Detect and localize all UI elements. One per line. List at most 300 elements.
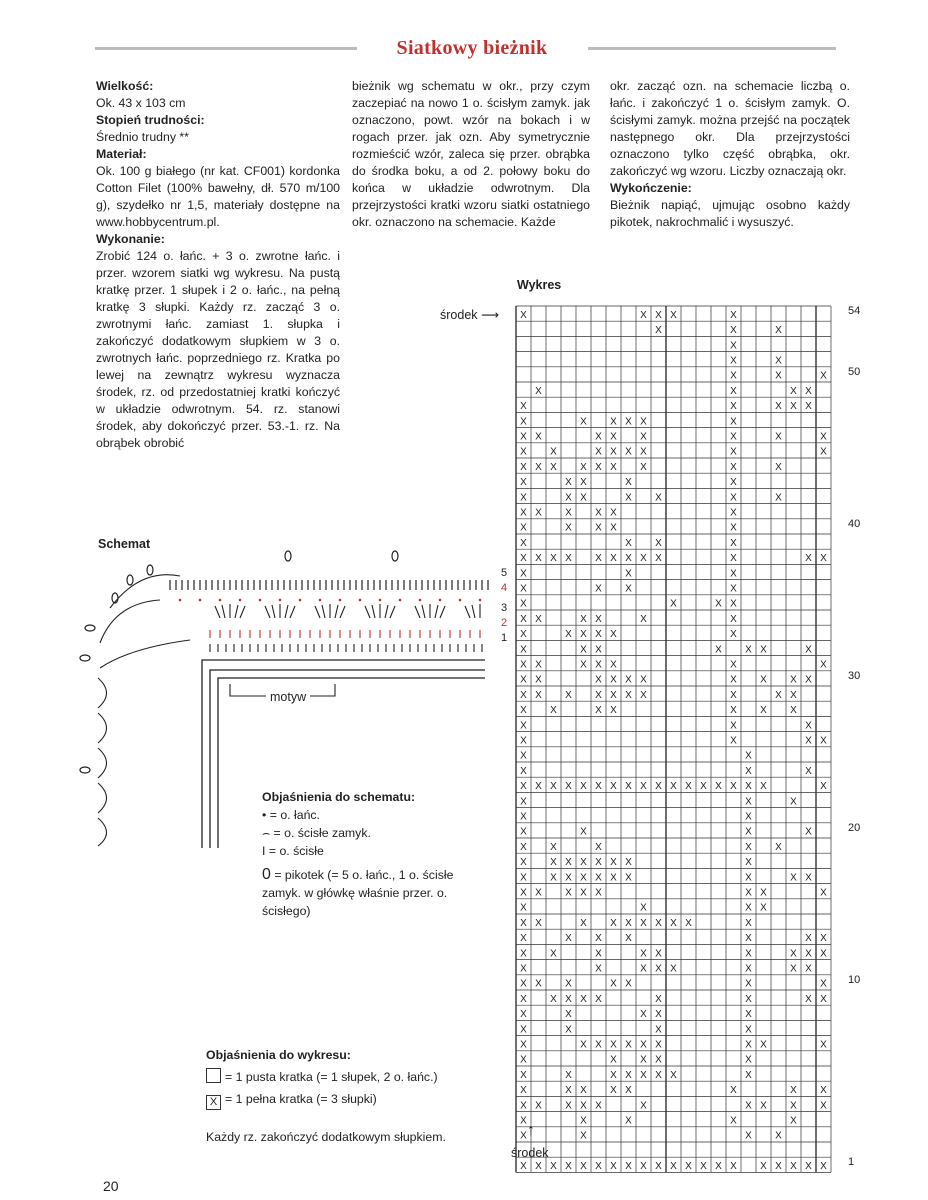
filled-cell: X bbox=[715, 1161, 722, 1173]
filled-cell: X bbox=[535, 553, 542, 565]
filled-cell: X bbox=[730, 598, 737, 610]
filled-cell: X bbox=[565, 553, 572, 565]
filled-cell: X bbox=[520, 1161, 527, 1173]
filled-cell: X bbox=[820, 978, 827, 990]
difficulty-label: Stopień trudności: bbox=[96, 113, 205, 127]
filled-cell: X bbox=[520, 416, 527, 428]
filled-cell: X bbox=[745, 750, 752, 762]
filled-cell: X bbox=[520, 1009, 527, 1021]
filled-cell: X bbox=[790, 872, 797, 884]
picot-icon bbox=[127, 575, 133, 585]
filled-cell: X bbox=[535, 917, 542, 929]
filled-cell: X bbox=[520, 629, 527, 641]
filled-cell: X bbox=[520, 689, 527, 701]
filled-cell: X bbox=[610, 629, 617, 641]
filled-cell: X bbox=[595, 841, 602, 853]
filled-cell: X bbox=[820, 1161, 827, 1173]
filled-cell: X bbox=[520, 750, 527, 762]
chart-row-label: 50 bbox=[848, 365, 861, 378]
filled-cell: X bbox=[610, 917, 617, 929]
finishing-label: Wykończenie: bbox=[610, 181, 692, 195]
filled-cell: X bbox=[655, 1161, 662, 1173]
filled-cell: X bbox=[520, 674, 527, 686]
filled-cell: X bbox=[610, 416, 617, 428]
filled-cell: X bbox=[565, 1069, 572, 1081]
filled-cell: X bbox=[730, 340, 737, 352]
filled-cell: X bbox=[520, 1085, 527, 1097]
filled-cell: X bbox=[805, 826, 812, 838]
filled-cell: X bbox=[520, 431, 527, 443]
schemat-row-2: 2 bbox=[501, 617, 508, 629]
filled-cell: X bbox=[730, 431, 737, 443]
filled-cell: X bbox=[820, 1039, 827, 1051]
filled-cell: X bbox=[595, 963, 602, 975]
filled-cell: X bbox=[790, 689, 797, 701]
filled-cell: X bbox=[520, 705, 527, 717]
filled-cell: X bbox=[805, 1161, 812, 1173]
filled-cell: X bbox=[730, 461, 737, 473]
filled-cell: X bbox=[625, 583, 632, 595]
filled-cell: X bbox=[520, 309, 527, 321]
filled-cell: X bbox=[580, 887, 587, 899]
legend-empty-text: = 1 pusta kratka (= 1 słupek, 2 o. łańc.) bbox=[225, 1070, 438, 1084]
filled-cell: X bbox=[520, 1024, 527, 1036]
chart-row-label: 10 bbox=[848, 973, 861, 986]
filled-cell: X bbox=[565, 857, 572, 869]
title-rule-right bbox=[588, 47, 836, 50]
filled-cell: X bbox=[520, 1115, 527, 1127]
schemat-row-4: 4 bbox=[501, 582, 508, 594]
filled-cell: X bbox=[820, 1100, 827, 1112]
filled-cell: X bbox=[730, 537, 737, 549]
filled-cell: X bbox=[520, 659, 527, 671]
filled-cell: X bbox=[805, 993, 812, 1005]
filled-cell: X bbox=[520, 872, 527, 884]
filled-cell: X bbox=[745, 1024, 752, 1036]
filled-cell: X bbox=[805, 765, 812, 777]
filled-cell: X bbox=[565, 993, 572, 1005]
legend-chain-text: = o. łańc. bbox=[269, 808, 320, 822]
filled-cell: X bbox=[565, 629, 572, 641]
filled-cell: X bbox=[535, 659, 542, 671]
filled-cell: X bbox=[730, 401, 737, 413]
filled-cell: X bbox=[640, 1009, 647, 1021]
chain-icon: • bbox=[262, 808, 267, 822]
filled-cell: X bbox=[640, 902, 647, 914]
filled-cell: X bbox=[610, 431, 617, 443]
filled-cell: X bbox=[520, 841, 527, 853]
filled-cell: X bbox=[595, 781, 602, 793]
filled-cell: X bbox=[520, 553, 527, 565]
filled-cell: X bbox=[655, 1039, 662, 1051]
filled-cell: X bbox=[520, 446, 527, 458]
filled-cell: X bbox=[640, 1100, 647, 1112]
filled-cell: X bbox=[820, 781, 827, 793]
chart-row-label: 1 bbox=[848, 1156, 855, 1169]
filled-cell: X bbox=[580, 1085, 587, 1097]
filled-cell: X bbox=[580, 1115, 587, 1127]
filled-cell: X bbox=[580, 993, 587, 1005]
filled-cell: X bbox=[520, 522, 527, 534]
filled-cell: X bbox=[820, 370, 827, 382]
filled-cell: X bbox=[520, 917, 527, 929]
filled-cell: X bbox=[790, 1100, 797, 1112]
legend-slip-text: = o. ścisłe zamyk. bbox=[273, 826, 371, 840]
filled-cell: X bbox=[805, 963, 812, 975]
filled-cell: X bbox=[520, 993, 527, 1005]
filled-cell: X bbox=[640, 674, 647, 686]
filled-cell: X bbox=[790, 674, 797, 686]
filled-cell: X bbox=[520, 735, 527, 747]
filled-cell: X bbox=[625, 1161, 632, 1173]
filled-cell: X bbox=[790, 385, 797, 397]
filled-cell: X bbox=[580, 629, 587, 641]
filled-cell: X bbox=[595, 644, 602, 656]
filled-cell: X bbox=[640, 1161, 647, 1173]
filled-cell: X bbox=[730, 309, 737, 321]
filled-cell: X bbox=[775, 492, 782, 504]
filled-cell: X bbox=[610, 522, 617, 534]
filled-cell: X bbox=[580, 644, 587, 656]
filled-cell: X bbox=[535, 431, 542, 443]
filet-chart-grid bbox=[515, 305, 832, 1173]
chart-legend-title: Objaśnienia do wykresu: bbox=[206, 1048, 351, 1062]
filled-cell: X bbox=[535, 613, 542, 625]
filled-cell: X bbox=[595, 659, 602, 671]
filled-cell: X bbox=[640, 948, 647, 960]
filled-cell: X bbox=[520, 948, 527, 960]
filled-cell: X bbox=[760, 1100, 767, 1112]
filled-cell: X bbox=[595, 857, 602, 869]
picot-icon bbox=[392, 551, 398, 561]
filled-cell: X bbox=[745, 948, 752, 960]
schemat-row-1: 1 bbox=[501, 632, 508, 644]
row3-fans bbox=[215, 604, 480, 618]
filled-cell: X bbox=[535, 689, 542, 701]
motif-label: motyw bbox=[266, 690, 310, 704]
filled-cell: X bbox=[520, 401, 527, 413]
filled-cell: X bbox=[595, 583, 602, 595]
arrow-up-icon: ↑ bbox=[527, 1122, 535, 1139]
filled-cell: X bbox=[520, 461, 527, 473]
filled-cell: X bbox=[550, 553, 557, 565]
filled-cell: X bbox=[700, 1161, 707, 1173]
filled-cell: X bbox=[520, 781, 527, 793]
filled-cell: X bbox=[760, 644, 767, 656]
filled-cell: X bbox=[775, 431, 782, 443]
filled-cell: X bbox=[730, 781, 737, 793]
filled-cell: X bbox=[550, 781, 557, 793]
filled-cell: X bbox=[595, 431, 602, 443]
filled-cell: X bbox=[640, 416, 647, 428]
filled-cell: X bbox=[715, 598, 722, 610]
picot-icon bbox=[147, 565, 153, 575]
filled-cell: X bbox=[520, 857, 527, 869]
page-number: 20 bbox=[103, 1178, 119, 1194]
filled-cell: X bbox=[535, 461, 542, 473]
filled-cell: X bbox=[715, 644, 722, 656]
filled-cell: X bbox=[565, 887, 572, 899]
filled-cell: X bbox=[745, 796, 752, 808]
filled-cell: X bbox=[670, 309, 677, 321]
filled-cell: X bbox=[730, 1161, 737, 1173]
single-crochet-icon: I bbox=[262, 844, 266, 858]
chart-legend bbox=[206, 1046, 506, 1146]
right-text: okr. zacząć ozn. na schemacie liczbą o. łańc. i zakończyć 1 o. ścisłym zamyk. O. ścisłymi zamyk. można przejść na początek następnego okr. Dla przejrzystości oznaczono tylko część obrąbka, okr. zakończyć wg wzoru. Liczby oznaczają okr. bbox=[610, 79, 850, 178]
filled-cell: X bbox=[805, 674, 812, 686]
picot-icon bbox=[85, 625, 95, 631]
filled-cell: X bbox=[580, 826, 587, 838]
filled-cell: X bbox=[610, 461, 617, 473]
filled-cell: X bbox=[535, 1161, 542, 1173]
filled-cell: X bbox=[595, 629, 602, 641]
filled-cell: X bbox=[610, 1069, 617, 1081]
filled-cell: X bbox=[730, 553, 737, 565]
filled-cell: X bbox=[595, 689, 602, 701]
filled-cell: X bbox=[730, 735, 737, 747]
schemat-legend bbox=[262, 788, 482, 920]
filled-cell: X bbox=[610, 674, 617, 686]
filled-cell: X bbox=[565, 781, 572, 793]
filled-cell: X bbox=[640, 461, 647, 473]
filled-cell: X bbox=[670, 1161, 677, 1173]
filled-cell: X bbox=[580, 1130, 587, 1142]
filled-cell: X bbox=[640, 553, 647, 565]
filled-cell: X bbox=[655, 1069, 662, 1081]
filled-cell: X bbox=[580, 1161, 587, 1173]
filled-cell: X bbox=[820, 948, 827, 960]
filled-cell: X bbox=[625, 416, 632, 428]
filled-cell: X bbox=[520, 583, 527, 595]
filled-cell: X bbox=[550, 1161, 557, 1173]
filled-cell: X bbox=[580, 872, 587, 884]
filled-cell: X bbox=[655, 1054, 662, 1066]
legend-sc bbox=[262, 842, 482, 860]
filled-cell: X bbox=[580, 613, 587, 625]
filled-cell: X bbox=[790, 401, 797, 413]
filled-cell: X bbox=[775, 370, 782, 382]
filled-cell: X bbox=[730, 477, 737, 489]
filled-cell: X bbox=[820, 446, 827, 458]
finishing-text: Bieżnik napiąć, ujmując osobno każdy pikotek, nakrochmalić i wysuszyć. bbox=[610, 198, 850, 229]
filled-cell: X bbox=[730, 583, 737, 595]
filled-cell: X bbox=[790, 948, 797, 960]
filled-cell: X bbox=[640, 963, 647, 975]
middle-text: bieżnik wg schematu w okr., przy czym zaczepiać na nowo 1 o. ścisłym zamyk. jak oznaczono, powt. wzór na bokach i w rogach przer. jak ozn. Aby symetrycznie rozmieścić wzór, zaleca się przer. obrąbka do środka boku, a od 2. połowy boku do końca w układzie odwrotnym. Dla przejrzystości kratki wzoru siatki ostatniego okr. oznaczono na schemacie. Każde bbox=[352, 79, 590, 229]
filled-cell: X bbox=[595, 674, 602, 686]
chart-legend-note: Każdy rz. zakończyć dodatkowym słupkiem. bbox=[206, 1130, 446, 1144]
filled-cell: X bbox=[805, 644, 812, 656]
filled-cell: X bbox=[790, 705, 797, 717]
schemat-title: Schemat bbox=[98, 537, 151, 551]
filled-cell: X bbox=[610, 689, 617, 701]
legend-picot bbox=[262, 866, 482, 920]
filled-cell: X bbox=[595, 446, 602, 458]
filled-cell: X bbox=[595, 553, 602, 565]
filled-cell: X bbox=[520, 1069, 527, 1081]
filled-cell: X bbox=[775, 1161, 782, 1173]
legend-chain bbox=[262, 806, 482, 824]
filled-cell: X bbox=[670, 963, 677, 975]
filled-cell: X bbox=[730, 674, 737, 686]
filled-cell: X bbox=[625, 1069, 632, 1081]
filled-cell: X bbox=[595, 933, 602, 945]
chart-row-label: 20 bbox=[848, 821, 861, 834]
filled-cell: X bbox=[595, 887, 602, 899]
filled-cell: X bbox=[775, 401, 782, 413]
filled-cell: X bbox=[730, 507, 737, 519]
filled-cell: X bbox=[520, 1054, 527, 1066]
filled-cell: X bbox=[805, 401, 812, 413]
filled-cell: X bbox=[745, 781, 752, 793]
filled-cell: X bbox=[745, 963, 752, 975]
filled-cell: X bbox=[805, 553, 812, 565]
filled-cell: X bbox=[730, 492, 737, 504]
filled-cell: X bbox=[790, 1161, 797, 1173]
filled-cell: X bbox=[535, 1100, 542, 1112]
filled-cell: X bbox=[730, 659, 737, 671]
slip-stitch-icon: ⌢ bbox=[262, 826, 271, 840]
filled-cell: X bbox=[745, 933, 752, 945]
filled-cell: X bbox=[565, 1024, 572, 1036]
filled-cell: X bbox=[775, 325, 782, 337]
filled-cell: X bbox=[745, 917, 752, 929]
filled-cell: X bbox=[565, 1100, 572, 1112]
filled-cell: X bbox=[520, 720, 527, 732]
material-label: Materiał: bbox=[96, 147, 147, 161]
filled-cell: X bbox=[535, 887, 542, 899]
filled-cell: X bbox=[775, 461, 782, 473]
filled-cell: X bbox=[520, 978, 527, 990]
filled-cell: X bbox=[580, 1100, 587, 1112]
filled-cell: X bbox=[820, 553, 827, 565]
filled-cell: X bbox=[565, 872, 572, 884]
filled-cell: X bbox=[745, 826, 752, 838]
filled-cell: X bbox=[625, 553, 632, 565]
filled-cell: X bbox=[595, 1100, 602, 1112]
filled-cell: X bbox=[625, 537, 632, 549]
filled-cell: X bbox=[550, 948, 557, 960]
filled-cell: X bbox=[640, 446, 647, 458]
filled-cell: X bbox=[805, 933, 812, 945]
filled-cell: X bbox=[775, 689, 782, 701]
filled-cell: X bbox=[715, 781, 722, 793]
filled-cell: X bbox=[580, 477, 587, 489]
filled-cell: X bbox=[745, 902, 752, 914]
legend-slip bbox=[262, 824, 482, 842]
filled-cell: X bbox=[565, 507, 572, 519]
filled-cell: X bbox=[640, 917, 647, 929]
filled-cell: X bbox=[520, 811, 527, 823]
filled-cell: X bbox=[805, 872, 812, 884]
filled-cell: X bbox=[625, 1085, 632, 1097]
filled-cell: X bbox=[565, 492, 572, 504]
picot-icon bbox=[285, 551, 291, 561]
filled-cell: X bbox=[640, 613, 647, 625]
filled-cell: X bbox=[550, 857, 557, 869]
filled-cell: X bbox=[535, 385, 542, 397]
filled-cell: X bbox=[520, 598, 527, 610]
row2-stitches bbox=[210, 630, 480, 638]
filled-cell: X bbox=[730, 1085, 737, 1097]
filled-cell: X bbox=[745, 872, 752, 884]
filled-cell: X bbox=[595, 1161, 602, 1173]
filled-cell: X bbox=[520, 902, 527, 914]
filled-cell-icon: X bbox=[206, 1095, 221, 1110]
row4-chains bbox=[179, 599, 482, 602]
empty-cell-icon bbox=[206, 1068, 221, 1083]
page-title: Siatkowy bieżnik bbox=[396, 37, 548, 59]
filled-cell: X bbox=[610, 507, 617, 519]
filled-cell: X bbox=[745, 1054, 752, 1066]
filled-cell: X bbox=[655, 993, 662, 1005]
filled-cell: X bbox=[535, 781, 542, 793]
filled-cell: X bbox=[610, 659, 617, 671]
filled-cell: X bbox=[730, 720, 737, 732]
filled-cell: X bbox=[520, 963, 527, 975]
chart-row-label: 54 bbox=[848, 305, 861, 317]
left-text-column bbox=[96, 78, 340, 452]
filled-cell: X bbox=[625, 492, 632, 504]
filled-cell: X bbox=[805, 720, 812, 732]
filled-cell: X bbox=[595, 613, 602, 625]
row1-stitches bbox=[210, 644, 482, 652]
filled-cell: X bbox=[595, 993, 602, 1005]
filled-cell: X bbox=[565, 978, 572, 990]
filled-cell: X bbox=[745, 765, 752, 777]
filled-cell: X bbox=[820, 431, 827, 443]
wykres-title: Wykres bbox=[517, 278, 562, 292]
filled-cell: X bbox=[610, 781, 617, 793]
filled-cell: X bbox=[730, 355, 737, 367]
filled-cell: X bbox=[760, 902, 767, 914]
filled-cell: X bbox=[655, 1024, 662, 1036]
filled-cell: X bbox=[775, 841, 782, 853]
filled-cell: X bbox=[610, 1054, 617, 1066]
filled-cell: X bbox=[595, 507, 602, 519]
filled-cell: X bbox=[640, 431, 647, 443]
filled-cell: X bbox=[550, 446, 557, 458]
filled-cell: X bbox=[565, 1161, 572, 1173]
filled-cell: X bbox=[670, 1069, 677, 1081]
filled-cell: X bbox=[535, 507, 542, 519]
right-text-column bbox=[610, 78, 850, 231]
filled-cell: X bbox=[610, 553, 617, 565]
filled-cell: X bbox=[685, 917, 692, 929]
grid-lines bbox=[516, 306, 831, 1172]
filled-cell: X bbox=[610, 446, 617, 458]
filled-cell: X bbox=[565, 1085, 572, 1097]
filled-cell: X bbox=[565, 522, 572, 534]
filled-cell: X bbox=[820, 659, 827, 671]
filled-cell: X bbox=[790, 963, 797, 975]
filled-cell: X bbox=[670, 598, 677, 610]
filled-cell: X bbox=[760, 1039, 767, 1051]
filled-cell: X bbox=[745, 1069, 752, 1081]
material-text: Ok. 100 g białego (nr kat. CF001) kordonka Cotton Filet (100% bawełny, dł. 570 m/100 g), szydełko nr 1,5, materiały dostępne na www.hobbycentrum.pl. bbox=[96, 164, 340, 229]
filled-cell: X bbox=[520, 796, 527, 808]
filled-cell: X bbox=[820, 735, 827, 747]
filled-cell: X bbox=[655, 917, 662, 929]
schemat-row-3: 3 bbox=[501, 602, 508, 614]
filled-cell: X bbox=[745, 1039, 752, 1051]
filled-cell: X bbox=[520, 613, 527, 625]
arrow-right-icon: ⟶ bbox=[481, 308, 499, 322]
filled-cell: X bbox=[655, 1009, 662, 1021]
filled-cell: X bbox=[595, 948, 602, 960]
filled-cell: X bbox=[565, 689, 572, 701]
filled-cell: X bbox=[730, 1115, 737, 1127]
